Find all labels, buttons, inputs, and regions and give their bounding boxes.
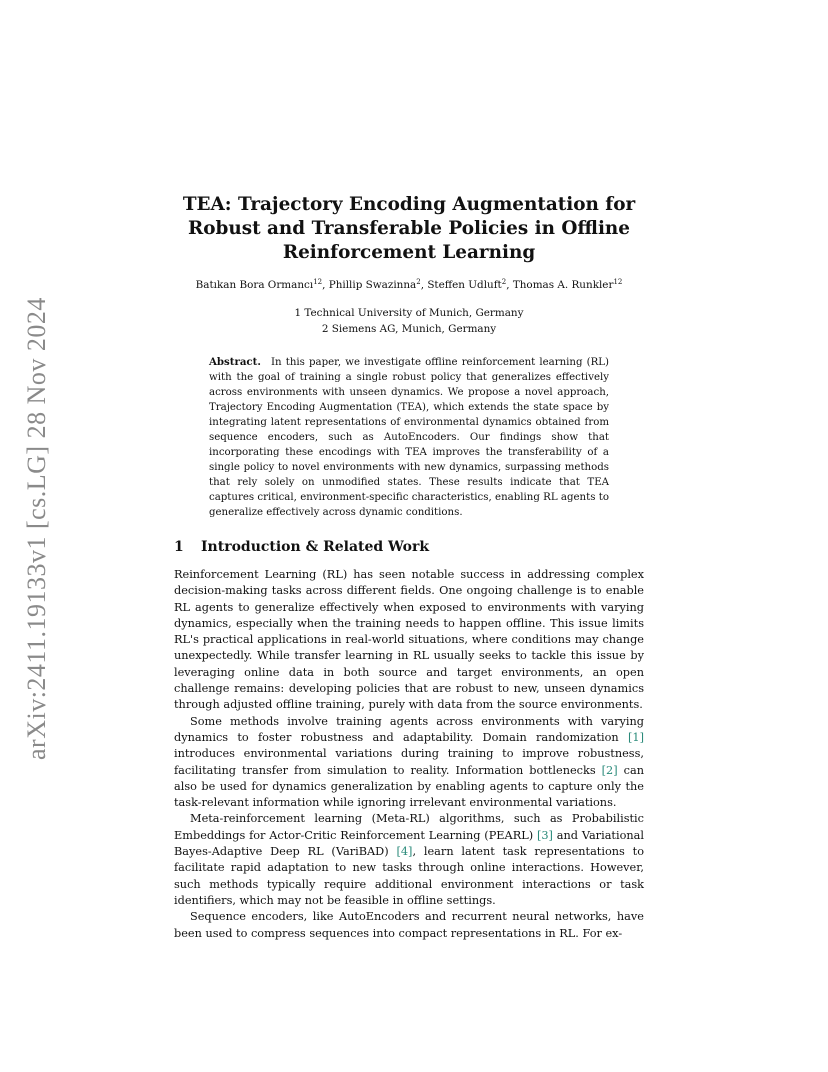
paper-title: TEA: Trajectory Encoding Augmentation for Robust and Transferable Policies in Offline Reinforcement Learning xyxy=(182,194,636,263)
paragraph: Reinforcement Learning (RL) has seen notable success in addressing complex decision-making tasks across different fields. One ongoing challenge is to enable RL agents to generalize effectively when exposed to environments with varying dynamics, especially when the training needs to happen offline. This issue limits RL's practical applications in real-world situations, where conditions may change unexpectedly. While transfer learning in RL usually seeks to tackle this issue by leveraging online data in both source and target environments, an open challenge remains: developing policies that are robust to new, unseen dynamics through adjusted offline training, purely with data from the source environments. xyxy=(174,568,644,712)
author: Steffen Udluft$^2$ xyxy=(427,278,507,291)
author: Batıkan Bora Ormancı$^{12}$ xyxy=(195,278,323,291)
paragraph: Some methods involve training agents across environments with varying dynamics to foster robustness and adaptability. Domain randomization [1] introduces environmental variations during training to improve robustness, facilitating transfer from simulation to reality. Information bottlenecks [2] can also be used for dynamics generalization by enabling agents to capture only the task-relevant information while ignoring irrelevant environmental variations. xyxy=(174,714,644,810)
arxiv-identifier-stamp: arXiv:2411.19133v1 [cs.LG] 28 Nov 2024 xyxy=(22,297,51,760)
affiliation: 2 Siemens AG, Munich, Germany xyxy=(321,323,497,335)
affiliations xyxy=(174,305,644,337)
section-heading xyxy=(174,537,644,557)
author-list: Batıkan Bora Ormancı$^{12}$, Phillip Swazinna$^2$, Steffen Udluft$^2$, Thomas A. Runkler$^{12}$ xyxy=(195,278,623,291)
paragraph: Sequence encoders, like AutoEncoders and recurrent neural networks, have been used to compress sequences into compact representations in RL. For ex- xyxy=(174,910,644,940)
affiliation: 1 Technical University of Munich, Germany xyxy=(294,307,524,319)
author: Phillip Swazinna$^2$ xyxy=(328,278,421,291)
citation-link[interactable]: [4] xyxy=(396,845,413,859)
abstract-label: Abstract. xyxy=(209,356,261,368)
abstract-text: In this paper, we investigate offline reinforcement learning (RL) with the goal of training a single robust policy that generalizes effectively across environments with unseen dynamics. We propose a novel approach, Trajectory Encoding Augmentation (TEA), which extends the state space by integrating latent representations of environmental dynamics obtained from sequence encoders, such as AutoEncoders. Our findings show that incorporating these encodings with TEA improves the transferability of a single policy to novel environments with new dynamics, surpassing methods that rely solely on unmodified states. These results indicate that TEA captures critical, environment-specific characteristics, enabling RL agents to generalize effectively across dynamic conditions. xyxy=(209,357,610,518)
paragraph: Meta-reinforcement learning (Meta-RL) algorithms, such as Probabilistic Embeddings for Actor-Critic Reinforcement Learning (PEARL) [3] and Variational Bayes-Adaptive Deep RL (VariBAD) [4], learn latent task representations to facilitate rapid adaptation to new tasks through online interactions. However, such methods typically require additional environment interactions or task identifiers, which may not be feasible in offline settings. xyxy=(174,812,645,907)
section-number: 1 xyxy=(174,539,184,555)
paper-page xyxy=(174,193,644,942)
abstract xyxy=(209,355,609,520)
author: Thomas A. Runkler$^{12}$ xyxy=(512,278,623,291)
section-title: Introduction & Related Work xyxy=(201,539,430,555)
citation-link[interactable]: [1] xyxy=(627,730,644,744)
citation-link[interactable]: [2] xyxy=(601,763,618,777)
section-body xyxy=(174,567,644,942)
citation-link[interactable]: [3] xyxy=(536,828,553,842)
